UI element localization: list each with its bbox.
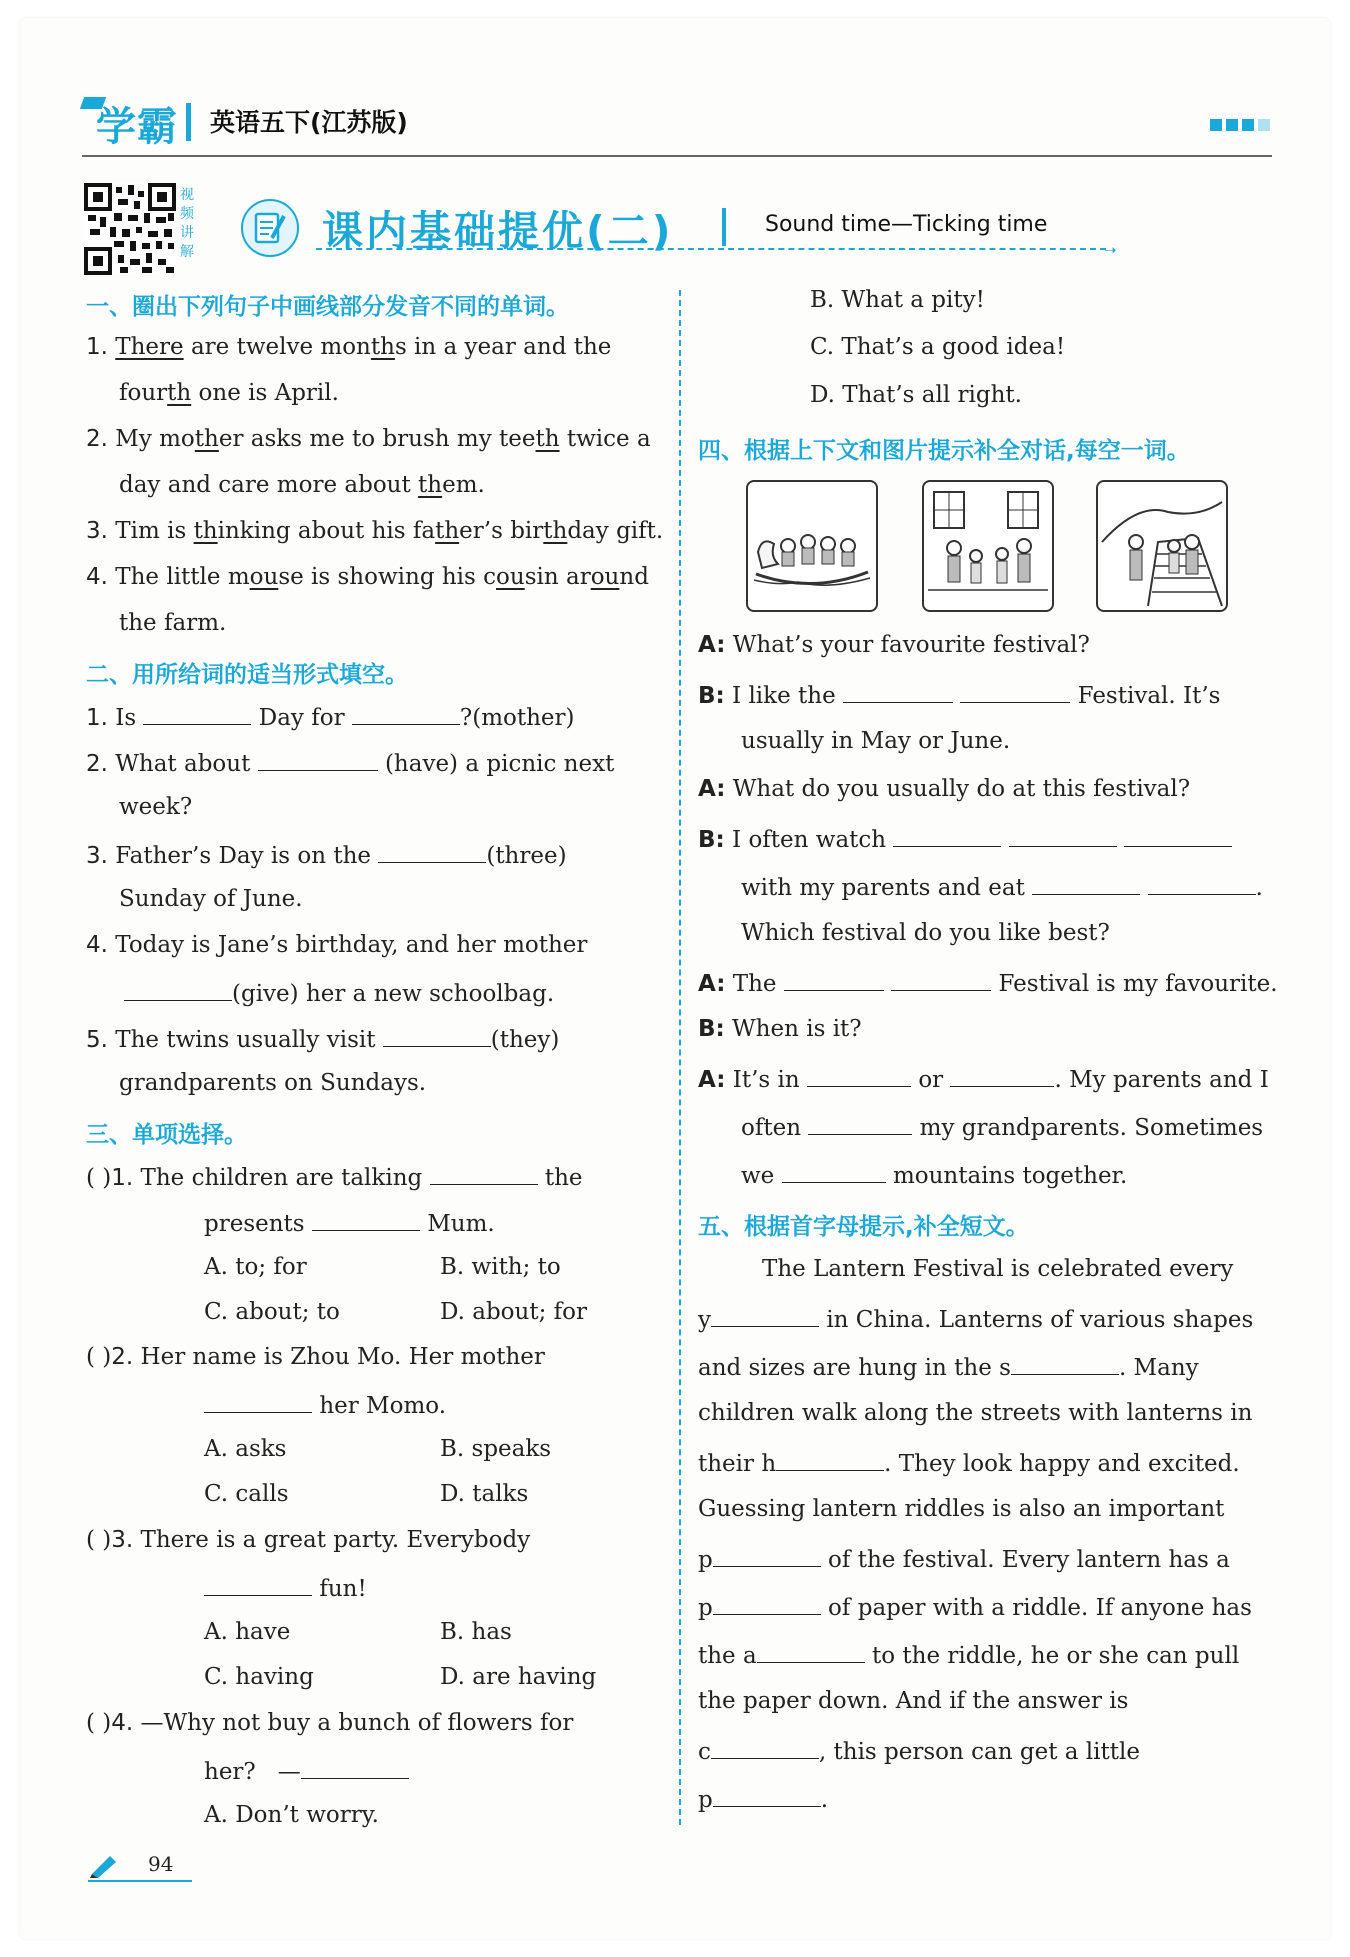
s1-question-1-line1: 1. There are twelve months in a year and the (86, 334, 612, 360)
blank[interactable] (1009, 824, 1117, 847)
s2-question-5-line1: 5. The twins usually visit (they) (86, 1024, 559, 1055)
blank[interactable] (204, 1573, 312, 1596)
s3-q2-option-d[interactable]: D. talks (440, 1481, 529, 1507)
s4-line-5: B: I often watch (698, 824, 1232, 855)
blank[interactable] (1148, 872, 1256, 895)
s4-line-12: we mountains together. (741, 1160, 1127, 1191)
s5-line-12: p . (698, 1784, 828, 1815)
s3-q4-option-c[interactable]: C. That’s a good idea! (810, 334, 1066, 360)
s1-question-4-line2: the farm. (119, 610, 227, 636)
s5-line-10: the paper down. And if the answer is (698, 1688, 1129, 1714)
blank[interactable] (124, 978, 232, 1001)
mountain-climbing-picture (1096, 480, 1228, 612)
s3-q2-option-a[interactable]: A. asks (204, 1436, 287, 1462)
s2-question-4-line2: (give) her a new schoolbag. (124, 978, 554, 1009)
s3-question-2-line1: ( )2. Her name is Zhou Mo. Her mother (86, 1344, 545, 1370)
blank[interactable] (891, 968, 991, 991)
s1-question-4-line1: 4. The little mouse is showing his cousin around (86, 564, 649, 590)
blank[interactable] (204, 1390, 312, 1413)
blank[interactable] (713, 1592, 821, 1615)
s5-line-8: p of paper with a riddle. If anyone has (698, 1592, 1252, 1623)
blank[interactable] (1032, 872, 1140, 895)
footer-rule (88, 1880, 192, 1882)
blank[interactable] (258, 748, 378, 771)
page-header (82, 95, 1272, 157)
dragon-boat-picture (746, 480, 878, 612)
s3-q1-option-c[interactable]: C. about; to (204, 1299, 340, 1325)
arrow-right-icon: ➝ (1104, 241, 1117, 259)
blank[interactable] (1011, 1352, 1119, 1375)
blank[interactable] (301, 1756, 409, 1779)
s3-question-2-line2: her Momo. (204, 1390, 446, 1421)
section-2-heading: 二、用所给词的适当形式填空。 (86, 662, 408, 688)
s4-line-1: A: What’s your favourite festival? (698, 632, 1090, 658)
s4-line-6: with my parents and eat . (741, 872, 1263, 903)
s2-question-3-line1: 3. Father’s Day is on the (three) (86, 840, 567, 871)
s2-question-3-line2: Sunday of June. (119, 886, 303, 912)
lesson-title: 课内基础提优(二) (322, 207, 674, 255)
blank[interactable] (711, 1304, 819, 1327)
s3-q3-option-d[interactable]: D. are having (440, 1664, 597, 1690)
s1-question-2-line1: 2. My mother asks me to brush my teeth twice a (86, 426, 651, 452)
s3-q3-option-a[interactable]: A. have (204, 1619, 291, 1645)
s3-q1-option-d[interactable]: D. about; for (440, 1299, 587, 1325)
column-divider (679, 290, 681, 1825)
s2-question-2-line2: week? (119, 794, 193, 820)
blank[interactable] (784, 968, 884, 991)
s2-question-5-line2: grandparents on Sundays. (119, 1070, 427, 1096)
family-visit-picture (922, 480, 1054, 612)
s2-question-1: 1. Is Day for ?(mother) (86, 702, 575, 733)
section-1-heading: 一、圈出下列句子中画线部分发音不同的单词。 (86, 294, 569, 320)
notebook-pen-icon (240, 198, 300, 258)
blank[interactable] (808, 1112, 912, 1135)
section-3-heading: 三、单项选择。 (86, 1122, 247, 1148)
s5-line-5: their h . They look happy and excited. (698, 1448, 1240, 1479)
s5-line-9: the a to the riddle, he or she can pull (698, 1640, 1239, 1671)
s4-line-3: usually in May or June. (741, 728, 1011, 754)
title-dotted-rule (316, 248, 1106, 250)
s3-question-1-line1: ( )1. The children are talking the (86, 1162, 583, 1193)
section-4-heading: 四、根据上下文和图片提示补全对话,每空一词。 (698, 438, 1190, 464)
s5-line-2: y in China. Lanterns of various shapes (698, 1304, 1253, 1335)
blank[interactable] (312, 1208, 420, 1231)
s3-q2-option-b[interactable]: B. speaks (440, 1436, 552, 1462)
s5-line-7: p of the festival. Every lantern has a (698, 1544, 1230, 1575)
blank[interactable] (1124, 824, 1232, 847)
book-title: 英语五下(江苏版) (210, 108, 408, 137)
s3-q3-option-b[interactable]: B. has (440, 1619, 512, 1645)
blank[interactable] (950, 1064, 1054, 1087)
s4-line-9: B: When is it? (698, 1016, 862, 1042)
s5-line-1: The Lantern Festival is celebrated every (762, 1256, 1234, 1282)
blank[interactable] (960, 680, 1070, 703)
qr-code-icon[interactable] (84, 183, 176, 275)
brand-logo: 学霸 (96, 104, 178, 150)
s5-line-3: and sizes are hung in the s . Many (698, 1352, 1199, 1383)
s4-line-11: often my grandparents. Sometimes (741, 1112, 1263, 1143)
s4-line-2: B: I like the Festival. It’s (698, 680, 1275, 711)
s3-question-3-line1: ( )3. There is a great party. Everybody (86, 1527, 531, 1553)
page-number: 94 (148, 1852, 174, 1876)
s1-question-3: 3. Tim is thinking about his father’s birthday gift. (86, 518, 664, 544)
header-squares-icon (1210, 119, 1270, 131)
s4-line-4: A: What do you usually do at this festival? (698, 776, 1191, 802)
blank[interactable] (143, 702, 251, 725)
s2-question-4-line1: 4. Today is Jane’s birthday, and her mother (86, 932, 588, 958)
s4-line-7: Which festival do you like best? (741, 920, 1110, 946)
s3-q3-option-c[interactable]: C. having (204, 1664, 314, 1690)
s3-question-4-line2: her? — (204, 1756, 409, 1787)
s3-q1-option-b[interactable]: B. with; to (440, 1254, 561, 1280)
s4-line-8: A: The Festival is my favourite. (698, 968, 1278, 999)
s1-question-2-line2: day and care more about them. (119, 472, 485, 498)
blank[interactable] (893, 824, 1001, 847)
s3-q4-option-d[interactable]: D. That’s all right. (810, 382, 1022, 408)
pencil-icon (88, 1852, 120, 1878)
s3-question-4-line1: ( )4. —Why not buy a bunch of flowers for (86, 1710, 574, 1736)
s3-q4-option-a[interactable]: A. Don’t worry. (204, 1802, 379, 1828)
blank[interactable] (807, 1064, 911, 1087)
blank[interactable] (713, 1544, 821, 1567)
brand-divider (186, 103, 191, 141)
s3-q1-option-a[interactable]: A. to; for (204, 1254, 307, 1280)
s4-line-10: A: It’s in or . My parents and I (698, 1064, 1269, 1095)
blank[interactable] (711, 1736, 819, 1759)
s5-line-4: children walk along the streets with lanterns in (698, 1400, 1253, 1426)
section-5-heading: 五、根据首字母提示,补全短文。 (698, 1214, 1029, 1240)
s2-question-2-line1: 2. What about (have) a picnic next (86, 748, 614, 779)
title-divider (722, 208, 726, 246)
s3-q4-option-b[interactable]: B. What a pity! (810, 287, 985, 313)
s1-question-1-line2: fourth one is April. (119, 380, 339, 406)
blank[interactable] (713, 1784, 821, 1807)
blank[interactable] (782, 1160, 886, 1183)
blank[interactable] (378, 840, 486, 863)
s3-q2-option-c[interactable]: C. calls (204, 1481, 289, 1507)
s5-line-11: c , this person can get a little (698, 1736, 1140, 1767)
blank[interactable] (757, 1640, 865, 1663)
blank[interactable] (352, 702, 460, 725)
blank[interactable] (430, 1162, 538, 1185)
s3-question-3-line2: fun! (204, 1573, 367, 1604)
blank[interactable] (776, 1448, 884, 1471)
s3-question-1-line2: presents Mum. (204, 1208, 495, 1239)
blank[interactable] (383, 1024, 491, 1047)
s5-line-6: Guessing lantern riddles is also an important (698, 1496, 1225, 1522)
lesson-subtitle: Sound time—Ticking time (765, 212, 1048, 237)
qr-label: 视频讲解 (180, 187, 194, 260)
blank[interactable] (843, 680, 953, 703)
